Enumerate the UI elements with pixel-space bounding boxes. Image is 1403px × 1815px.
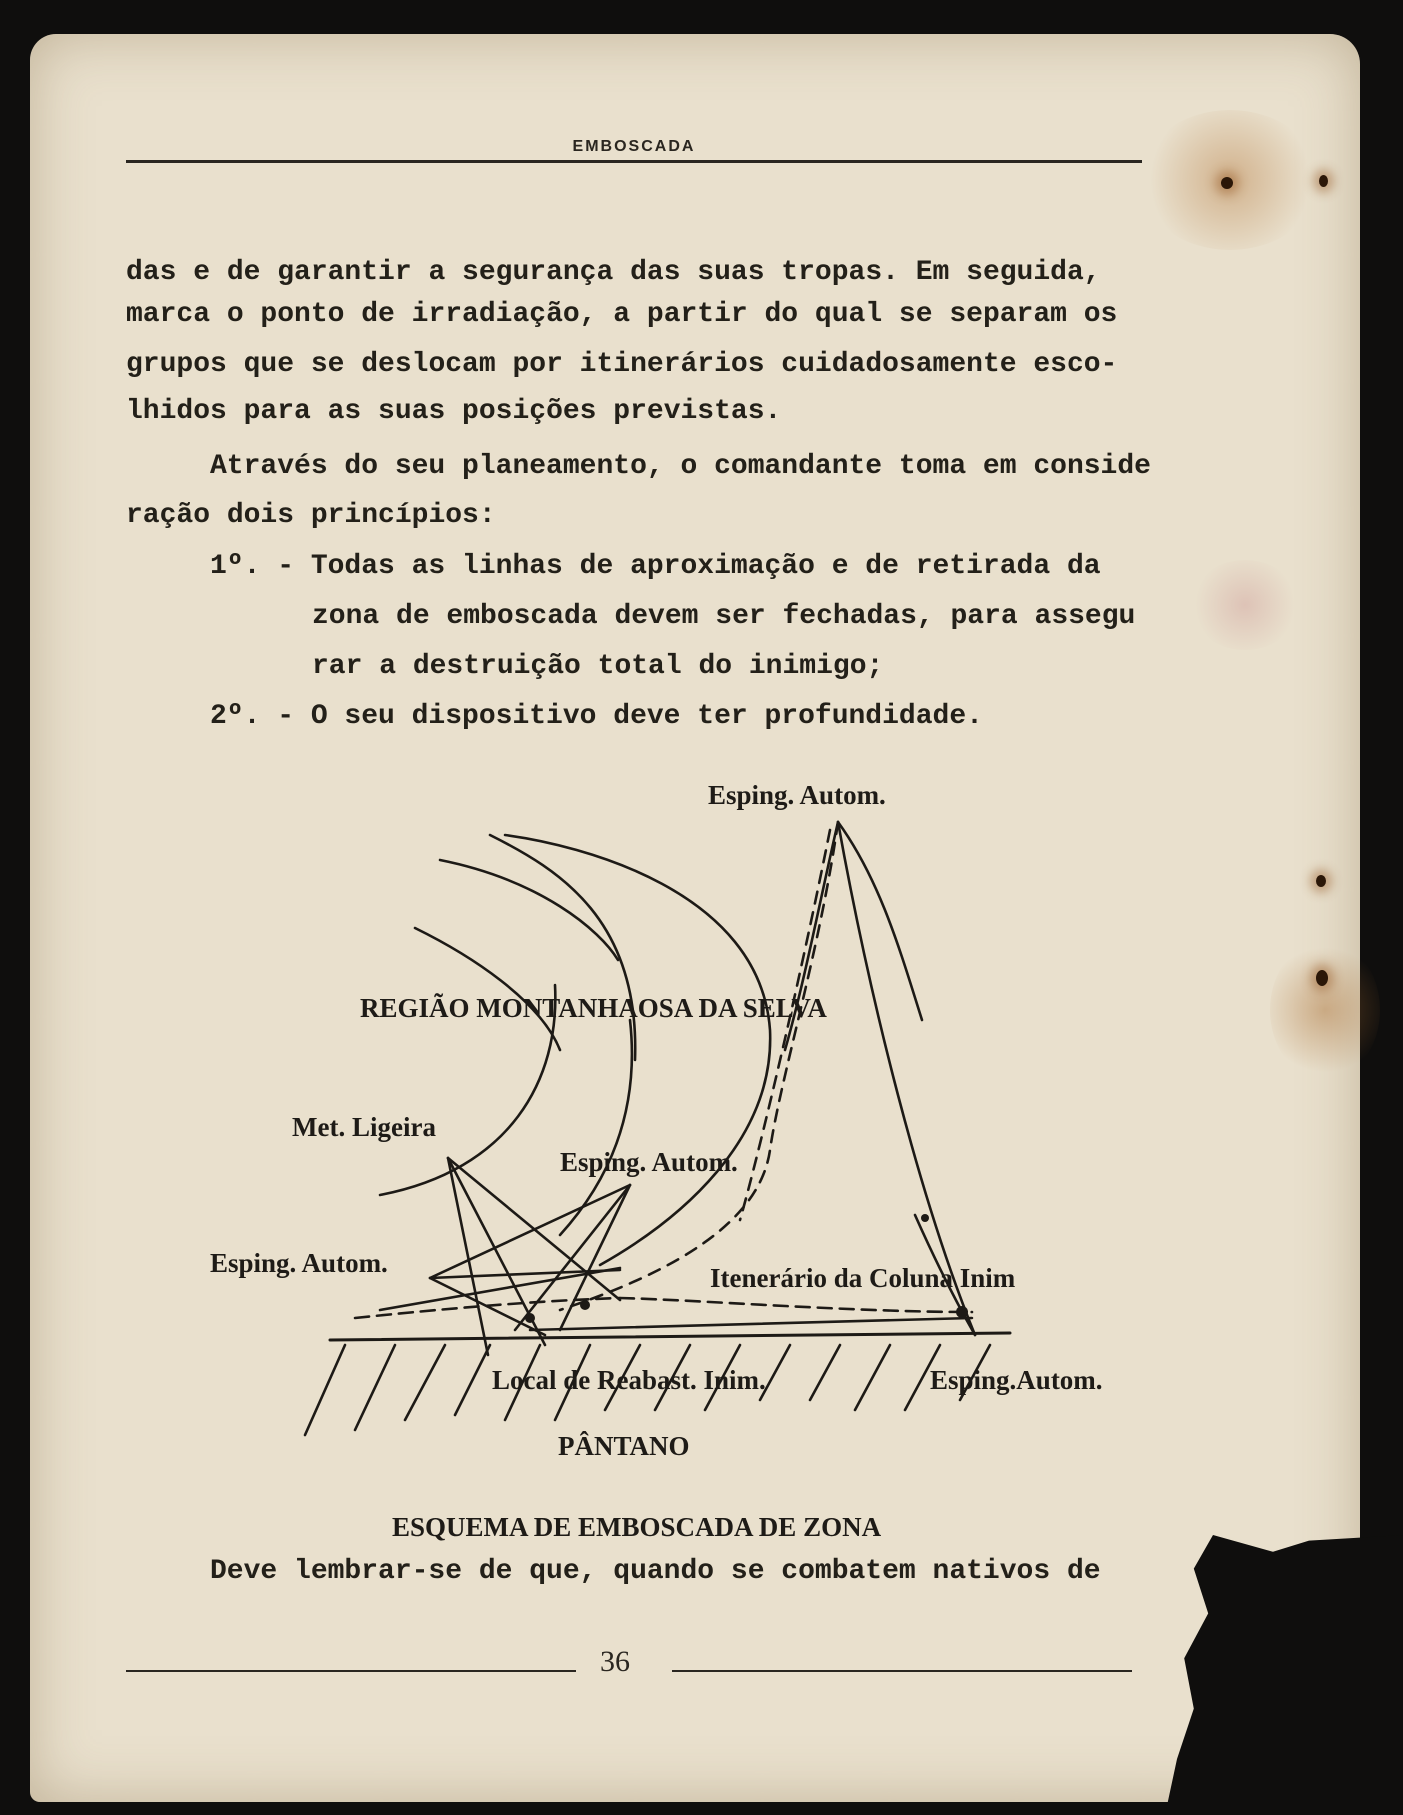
ridge-right (838, 822, 922, 1020)
hatch (810, 1345, 840, 1400)
hatch (305, 1345, 345, 1435)
label-esping-top: Esping. Autom. (708, 780, 886, 810)
footer-rule-left (126, 1670, 576, 1672)
text-line: marca o ponto de irradiação, a partir do qual se separam os (126, 299, 1118, 330)
hatch (455, 1345, 490, 1415)
label-esping-mid: Esping. Autom. (560, 1147, 738, 1177)
hatch (405, 1345, 445, 1420)
label-esping-right: Esping.Autom. (930, 1365, 1103, 1395)
route-dashed-2 (740, 830, 830, 1220)
running-header: EMBOSCADA (572, 138, 696, 155)
label-region: REGIÃO MONTANHAOSA DA SELVA (360, 993, 827, 1023)
text-line: grupos que se deslocam por itinerários cuidadosamente esco- (126, 349, 1118, 380)
text-line: ração dois princípios: (126, 500, 496, 531)
diagram-caption: ESQUEMA DE EMBOSCADA DE ZONA (392, 1512, 882, 1542)
route-dashed-1 (560, 822, 838, 1310)
text-line: zona de emboscada devem ser fechadas, para assegu (312, 601, 1136, 632)
label-met-ligeira: Met. Ligeira (292, 1112, 436, 1142)
ridge-long (838, 822, 975, 1335)
footer-rule-right (672, 1670, 1132, 1672)
label-itinerario: Itenerário da Coluna Inim (710, 1263, 1016, 1293)
numbered-item: 2º. - O seu dispositivo deve ter profundidade. (210, 701, 983, 732)
hatch (355, 1345, 395, 1430)
text-line: das e de garantir a segurança das suas tropas. Em seguida, (126, 257, 1101, 288)
label-pantano: PÂNTANO (558, 1431, 690, 1461)
page-number: 36 (600, 1645, 630, 1678)
text-line: Através do seu planeamento, o comandante toma em conside (210, 451, 1151, 482)
closing-line: Deve lembrar-se de que, quando se combatem nativos de (210, 1556, 1101, 1587)
label-local-reabast: Local de Reabast. Inim. (492, 1365, 766, 1395)
position-dot (956, 1306, 968, 1318)
label-esping-left: Esping. Autom. (210, 1248, 388, 1278)
arc-inner (415, 928, 560, 1050)
text-line: rar a destruição total do inimigo; (312, 651, 884, 682)
hatch (855, 1345, 890, 1410)
numbered-item: 1º. - Todas as linhas de aproximação e de retirada da (210, 551, 1101, 582)
ground-line (330, 1333, 1010, 1340)
arc-3 (490, 835, 635, 1060)
arc-outer (505, 835, 770, 1265)
position-dot (580, 1300, 590, 1310)
fire-line (530, 1318, 972, 1330)
position-dot (921, 1214, 929, 1222)
text-line: lhidos para as suas posições previstas. (126, 396, 782, 427)
column-route-b (620, 1298, 972, 1312)
fire-line (430, 1278, 545, 1335)
position-dot (525, 1313, 535, 1323)
